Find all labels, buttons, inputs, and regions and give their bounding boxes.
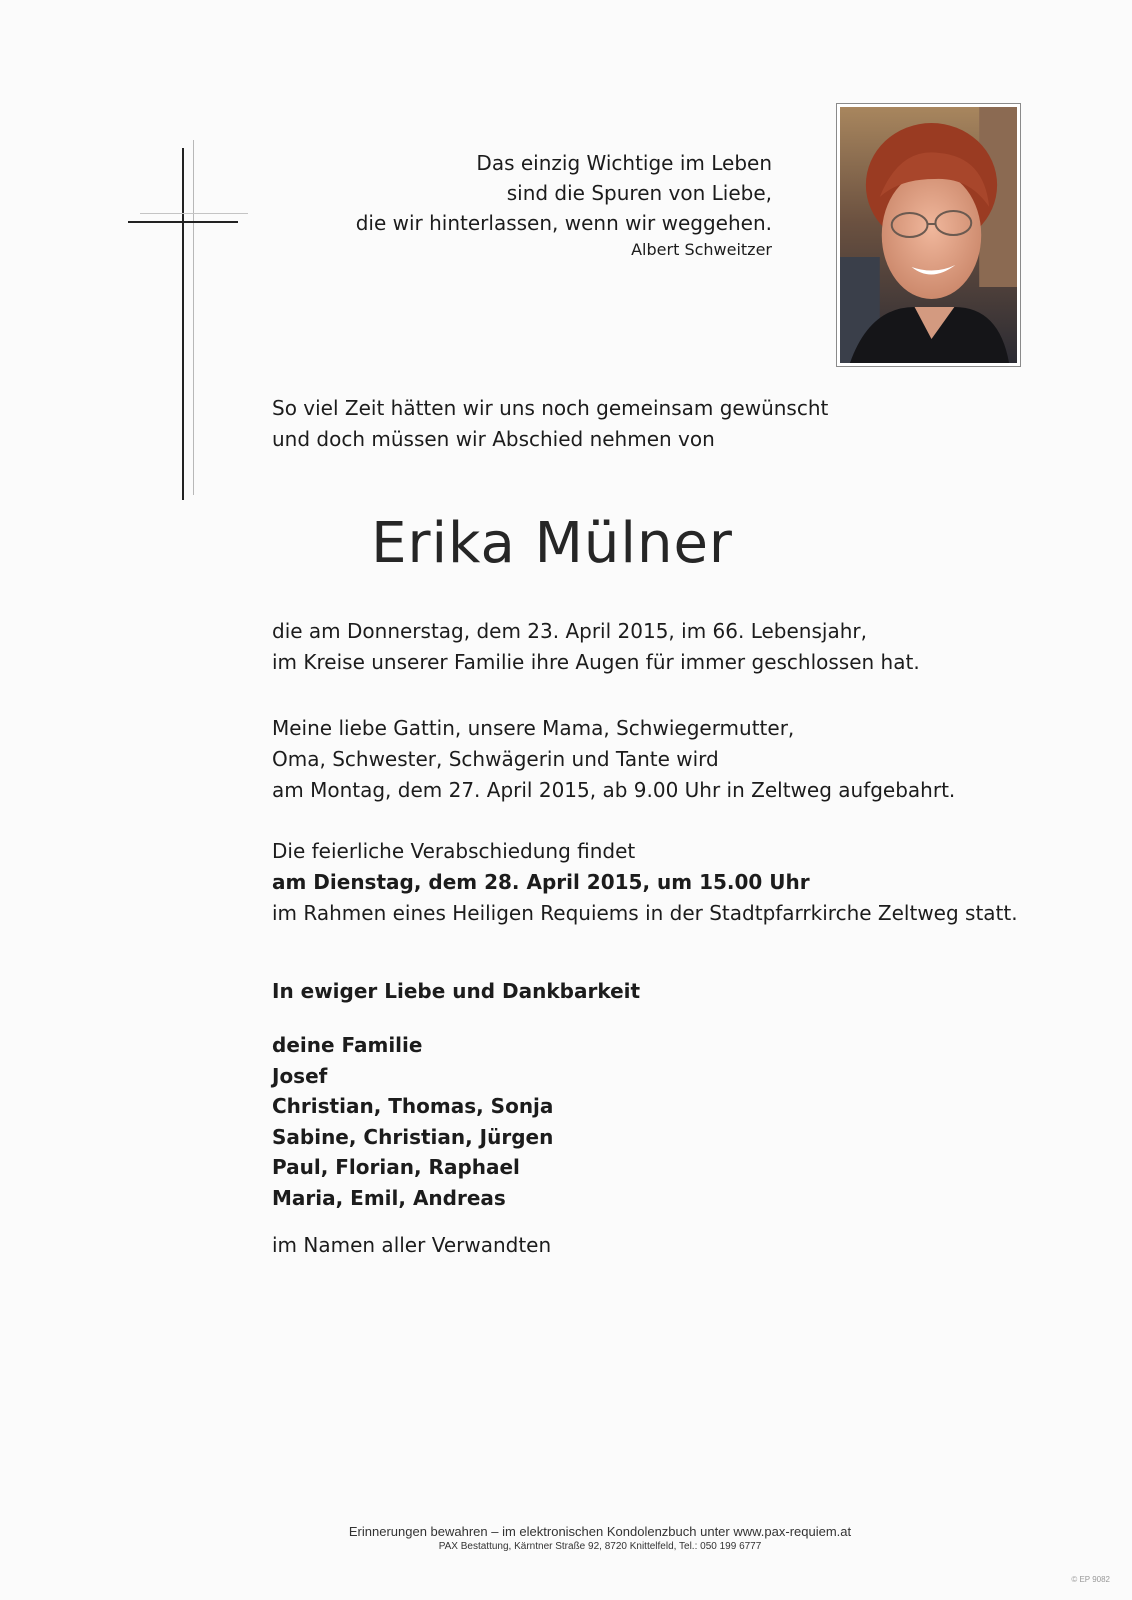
print-mark: © EP 9082: [1071, 1575, 1110, 1584]
footer-condolence-line: Erinnerungen bewahren – im elektronischen Kondolenzbuch unter www.pax-requiem.at: [348, 1524, 852, 1539]
cross-icon-shadow-bar: [140, 213, 248, 214]
cross-icon: [182, 148, 184, 500]
portrait-image: [840, 107, 1017, 363]
death-notice-line: die am Donnerstag, dem 23. April 2015, im 66. Lebensjahr,: [272, 619, 867, 643]
portrait-photo: [836, 103, 1021, 367]
service-line: im Rahmen eines Heiligen Requiems in der Stadtpfarrkirche Zeltweg statt.: [272, 901, 1018, 925]
family-line: Sabine, Christian, Jürgen: [272, 1124, 554, 1149]
service-line: Die feierliche Verabschiedung findet: [272, 839, 636, 863]
death-notice-line: im Kreise unserer Familie ihre Augen für immer geschlossen hat.: [272, 650, 920, 674]
service-date: am Dienstag, dem 28. April 2015, um 15.00 Uhr: [272, 870, 810, 894]
family-line: Maria, Emil, Andreas: [272, 1185, 506, 1210]
quote-author: Albert Schweitzer: [631, 240, 772, 259]
wake-line: am Montag, dem 27. April 2015, ab 9.00 Uhr in Zeltweg aufgebahrt.: [272, 778, 956, 802]
deceased-name: Erika Mülner: [371, 511, 733, 576]
family-line: Josef: [272, 1063, 328, 1088]
quote: [300, 148, 772, 262]
footer: [300, 1524, 900, 1554]
family-line: Christian, Thomas, Sonja: [272, 1094, 554, 1118]
cross-icon-bar: [128, 221, 238, 223]
quote-line: die wir hinterlassen, wenn wir weggehen.: [355, 211, 772, 235]
family-line: Paul, Florian, Raphael: [272, 1155, 520, 1179]
quote-line: sind die Spuren von Liebe,: [506, 181, 772, 205]
intro-text: [272, 393, 1062, 455]
relatives-line: im Namen aller Verwandten: [272, 1233, 552, 1257]
intro-line: So viel Zeit hätten wir uns noch gemeinsam gewünscht: [272, 396, 829, 420]
family-list: [272, 1030, 1062, 1213]
wake-line: Meine liebe Gattin, unsere Mama, Schwiegermutter,: [272, 716, 795, 740]
quote-line: Das einzig Wichtige im Leben: [476, 151, 772, 175]
wake-notice: [272, 713, 1062, 806]
intro-line: und doch müssen wir Abschied nehmen von: [272, 427, 715, 451]
death-notice: [272, 616, 1062, 678]
cross-icon-shadow: [193, 140, 194, 495]
closing-line: In ewiger Liebe und Dankbarkeit: [272, 979, 641, 1003]
family-line: deine Familie: [272, 1033, 423, 1057]
service-notice: [272, 836, 1062, 929]
footer-contact-line: PAX Bestattung, Kärntner Straße 92, 8720 Knittelfeld, Tel.: 050 199 6777: [438, 1541, 762, 1552]
wake-line: Oma, Schwester, Schwägerin und Tante wird: [272, 747, 719, 771]
